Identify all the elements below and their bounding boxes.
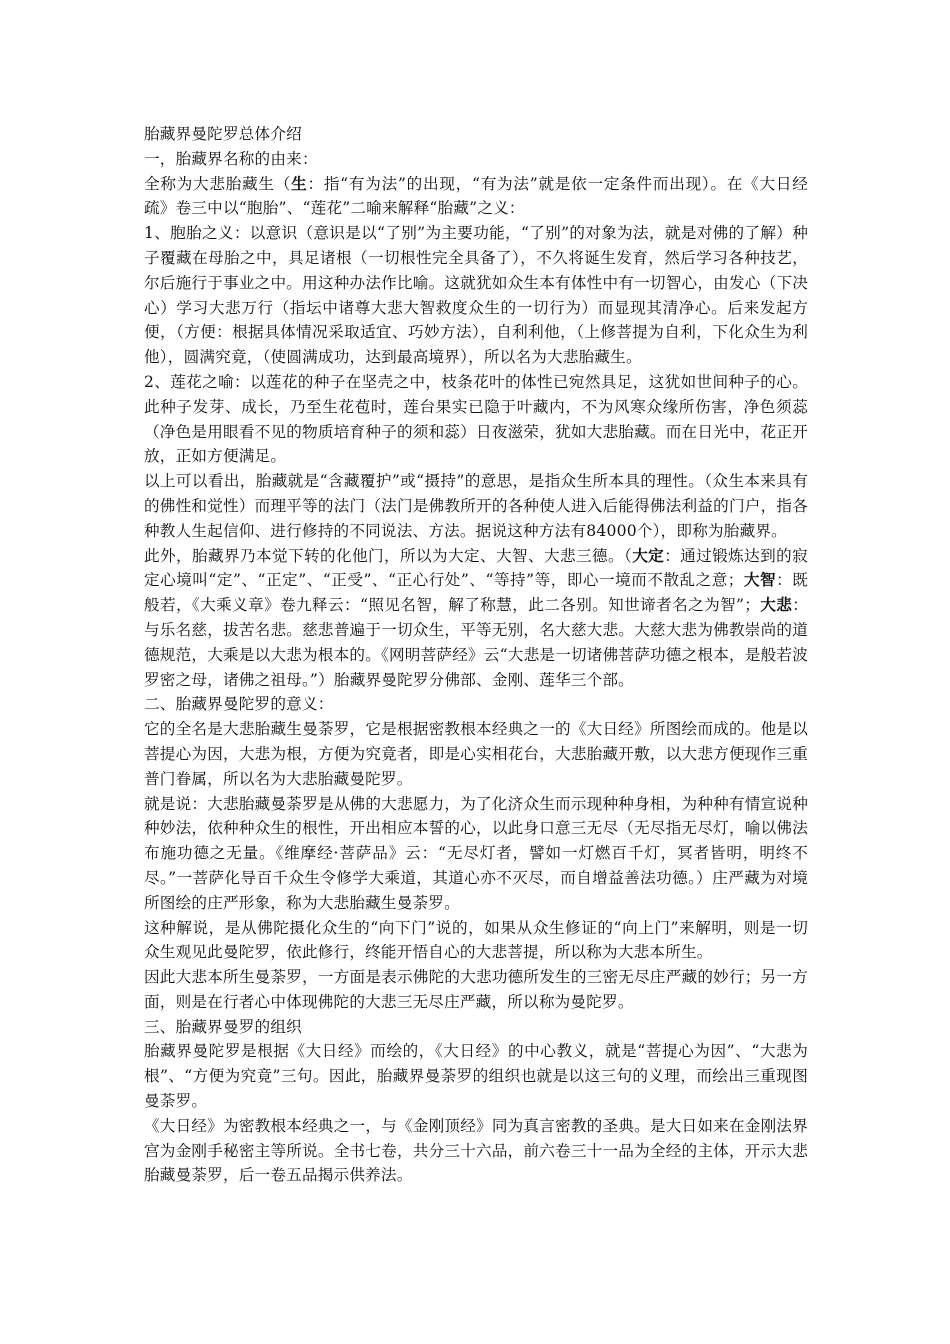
section-heading-2: 二、胎藏界曼陀罗的意义：	[144, 695, 334, 714]
text-run: ：既般若，《大乘义章》卷九释云：“照见名智，解了称慧，此二各别。知世谛者名之为智”；	[144, 571, 808, 615]
paragraph-conclusion: 因此大悲本所生曼荼罗，一方面是表示佛陀的大悲功德所发生的三密无尽庄严藏的妙行；另一方面，则是在行者心中体现佛陀的大悲三无尽庄严藏，所以称为曼陀罗。	[144, 968, 808, 1011]
bold-term: 大智	[743, 570, 777, 590]
bold-term: 大悲	[760, 595, 793, 615]
text-run: ：通过锻炼达到的寂定心境叫“定”、“正定”、“正受”、“正心行处”、“等持”等，即心一境而不散乱之意；	[144, 546, 808, 590]
section-heading-3: 三、胎藏界曼罗的组织	[144, 1017, 302, 1036]
section-heading-1: 一，胎藏界名称的由来：	[144, 149, 318, 168]
paragraph-intro	[144, 172, 808, 222]
paragraph-mahavairocana-sutra: 《大日经》为密教根本经典之一，与《金刚顶经》同为真言密教的圣典。是大日如来在金刚法界宫为金刚手秘密主等所说。全书七卷，共分三十六品，前六卷三十一品为全经的主体，开示大悲胎藏曼荼罗，后一卷五品揭示供养法。	[144, 1116, 808, 1185]
text-run: ：与乐名慈，拔苦名悲。慈悲普遍于一切众生，平等无别，名大慈大悲。大慈大悲为佛教崇尚的道德规范，大乘是以大悲为根本的。《网明菩萨经》云“大悲是一切诸佛菩萨功德之根本，是般若波罗密之母，诸佛之祖母。”）胎藏界曼陀罗分佛部、金刚、莲华三个部。	[144, 596, 808, 689]
paragraph-womb: 1、胞胎之义：以意识（意识是以“了别”为主要功能，“了别”的对象为法，就是对佛的了解）种子覆藏在母胎之中，具足诸根（一切根性完全具备了），不久将诞生发育，然后学习各种技艺，尔后施行于事业之中。用这种办法作比喻。这就犹如众生本有体性中有一切智心，由发心（下决心）学习大悲万行（指坛中诸尊大悲大智救度众生的一切行为）而显现其清净心。后来发起方便，（方便：根据具体情况采取适宜、巧妙方法），自利利他，（上修菩提为自利，下化众生为利他），圆满究竟，（使圆满成功，达到最高境界），所以名为大悲胎藏生。	[144, 224, 808, 367]
paragraph-three-virtues	[144, 544, 808, 693]
paragraph-explanation: 就是说：大悲胎藏曼荼罗是从佛的大悲愿力，为了化济众生而示现种种身相，为种种有情宣说种种妙法，依种种众生的根性，开出相应本誓的心，以此身口意三无尽（无尽指无尽灯，喻以佛法布施功德之无量。《维摩经·菩萨品》云：“无尽灯者，譬如一灯燃百千灯，冥者皆明，明终不尽。”一菩萨化导百千众生令修学大乘道，其道心亦不灭尽，而自增益善法功德。）庄严藏为对境所图绘的庄严形象，称为大悲胎藏生曼荼罗。	[144, 794, 808, 912]
text-run: 此外，胎藏界乃本觉下转的化他门，所以为大定、大智、大悲三德。（	[144, 546, 633, 565]
text-run: ：指“有为法”的出现，“有为法”就是依一定条件而出现）。在《大日经疏》卷三中以“胞胎”、“莲花”二喻来解释“胎藏”之义：	[144, 174, 808, 218]
document-body	[144, 122, 808, 1188]
paragraph-upward-gate: 这种解说，是从佛陀摄化众生的“向下门”说的，如果从众生修证的“向上门”来解明，则是一切众生观见此曼陀罗，依此修行，终能开悟自心的大悲菩提，所以称为大悲本所生。	[144, 918, 808, 962]
paragraph-lotus: 2、莲花之喻：以莲花的种子在坚壳之中，枝条花叶的体性已宛然具足，这犹如世间种子的心。此种子发芽、成长，乃至生花苞时，莲台果实已隐于叶藏内，不为风寒众缘所伤害，净色须蕊（净色是用眼看不见的物质培育种子的须和蕊）日夜滋荣，犹如大悲胎藏。而在日光中，花正开放，正如方便满足。	[144, 372, 808, 466]
bold-term: 大定	[632, 545, 665, 565]
document-title: 胎藏界曼陀罗总体介绍	[144, 125, 302, 143]
bold-term: 生	[291, 173, 308, 193]
text-run: 全称为大悲胎藏生（	[144, 174, 292, 193]
paragraph-summary: 以上可以看出，胎藏就是“含藏覆护”或“摄持”的意思，是指众生所本具的理性。（众生本来具有的佛性和觉性）而理平等的法门（法门是佛教所开的各种使人进入后能得佛法利益的门户，指各种教人生起信仰、进行修持的不同说法、方法。据说这种方法有84000个），即称为胎藏界。	[144, 472, 808, 540]
paragraph-full-name: 它的全名是大悲胎藏生曼荼罗，它是根据密教根本经典之一的《大日经》所图绘而成的。他是以菩提心为因，大悲为根，方便为究竟者，即是心实相花台，大悲胎藏开敷，以大悲方便现作三重普门眷属，所以名为大悲胎藏曼陀罗。	[144, 720, 808, 788]
paragraph-organization: 胎藏界曼陀罗是根据《大日经》而绘的，《大日经》的中心教义，就是“菩提心为因”、“大悲为根”、“方便为究竟”三句。因此，胎藏界曼荼罗的组织也就是以这三句的义理，而绘出三重现图曼荼罗。	[144, 1042, 808, 1111]
